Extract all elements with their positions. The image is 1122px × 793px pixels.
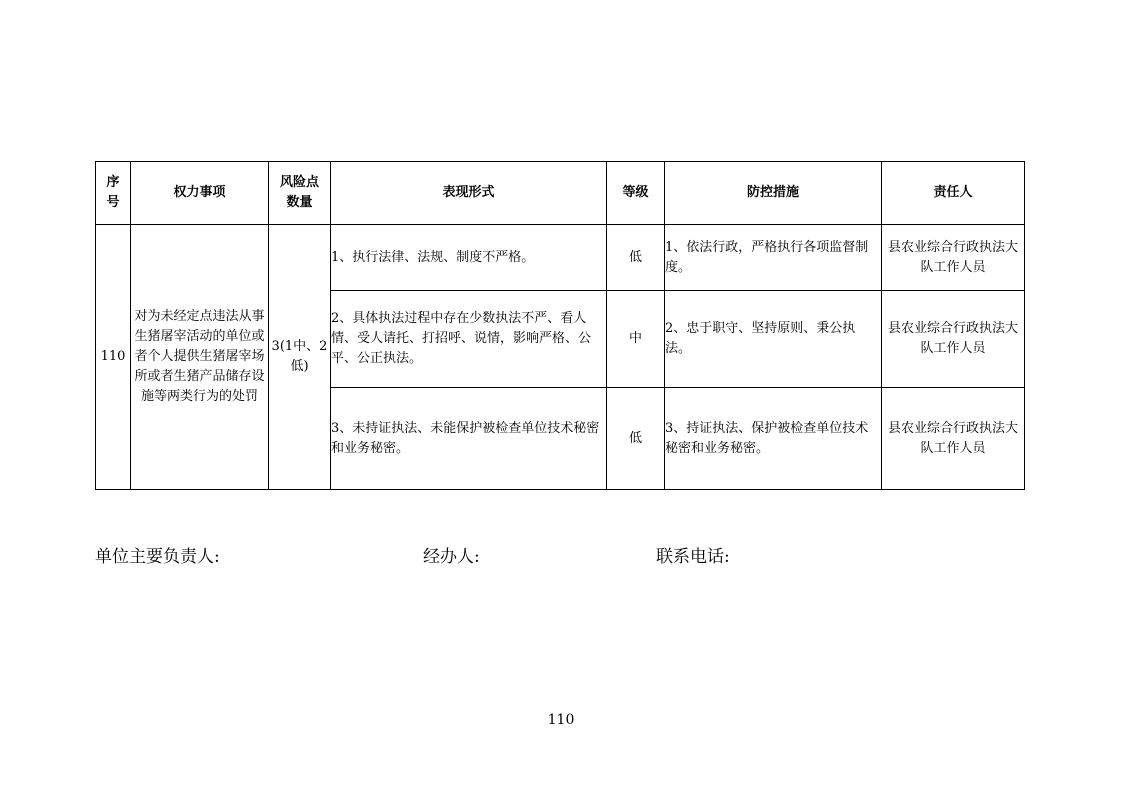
cell-form: 1、执行法律、法规、制度不严格。 [331,225,607,291]
header-form: 表现形式 [331,162,607,225]
cell-owner: 县农业综合行政执法大队工作人员 [882,225,1025,291]
table-header-row [96,162,1025,225]
cell-risk-count: 3(1中、2低) [269,225,331,490]
cell-level: 低 [607,388,665,490]
cell-measure: 2、忠于职守、坚持原则、秉公执法。 [665,291,882,388]
cell-measure: 1、依法行政，严格执行各项监督制度。 [665,225,882,291]
header-measure: 防控措施 [665,162,882,225]
cell-level: 中 [607,291,665,388]
header-seq: 序 号 [96,162,131,225]
cell-owner: 县农业综合行政执法大队工作人员 [882,291,1025,388]
cell-level: 低 [607,225,665,291]
footer-phone: 联系电话: [656,547,730,567]
cell-form: 3、未持证执法、未能保护被检查单位技术秘密和业务秘密。 [331,388,607,490]
header-owner: 责任人 [882,162,1025,225]
footer-handler: 经办人: [423,547,480,567]
cell-measure: 3、持证执法、保护被检查单位技术秘密和业务秘密。 [665,388,882,490]
header-risk-count: 风险点 数量 [269,162,331,225]
cell-form: 2、具体执法过程中存在少数执法不严、看人情、受人请托、打招呼、说情，影响严格、公平、公正执法。 [331,291,607,388]
cell-owner: 县农业综合行政执法大队工作人员 [882,388,1025,490]
header-level: 等级 [607,162,665,225]
risk-table [95,161,1025,490]
cell-matter: 对为未经定点违法从事生猪屠宰活动的单位或者个人提供生猪屠宰场所或者生猪产品储存设施等两类行为的处罚 [131,225,269,490]
footer-unit-head: 单位主要负责人: [95,547,220,567]
table-row [96,225,1025,291]
page-number: 110 [547,712,575,728]
cell-seq: 110 [96,225,131,490]
header-matter: 权力事项 [131,162,269,225]
